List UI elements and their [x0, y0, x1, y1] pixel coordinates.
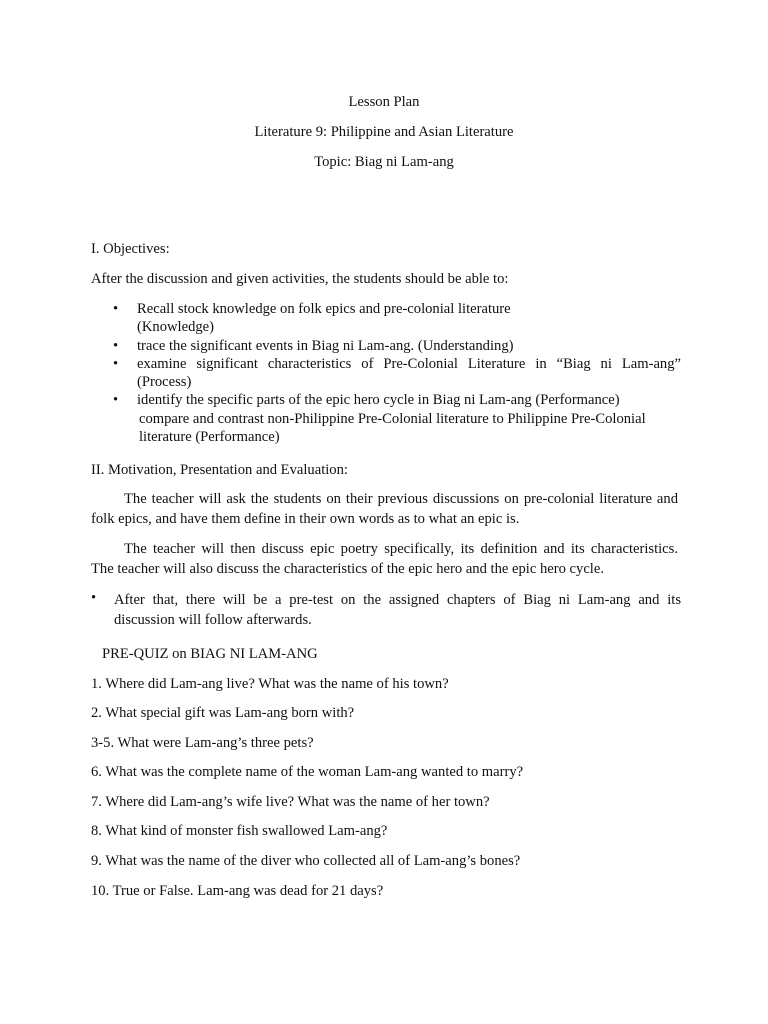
- quiz-heading: PRE-QUIZ on BIAG NI LAM-ANG: [102, 646, 318, 662]
- list-item: • identify the specific parts of the epic hero cycle in Biag ni Lam-ang (Performance) compare and contrast non-Philippine Pre-Colonial literature to Philippine Pre-Colonial literature (Performance): [113, 392, 646, 446]
- document-title: Lesson Plan: [348, 94, 420, 110]
- bullet-icon: •: [113, 392, 119, 409]
- bullet-icon: •: [113, 337, 119, 354]
- motivation-paragraph-1: The teacher will ask the students on their previous discussions on pre-colonial literature and folk epics, and have them define in their own words as to what an epic is.: [91, 491, 678, 527]
- list-item: • examine significant characteristics of Pre-Colonial Literature in “Biag ni Lam-ang” (Process): [113, 355, 681, 391]
- bullet-icon: •: [91, 590, 97, 606]
- bullet-icon: •: [113, 355, 119, 372]
- motivation-paragraph-2: The teacher will then discuss epic poetry specifically, its definition and its characteristics. The teacher will also discuss the characteristics of the epic hero and the epic hero cycle.: [91, 541, 678, 577]
- pretest-bullet: • After that, there will be a pre-test on the assigned chapters of Biag ni Lam-ang and its discussion will follow afterwards.: [91, 590, 681, 628]
- list-item: • trace the significant events in Biag ni Lam-ang. (Understanding): [113, 337, 514, 354]
- objectives-list: [91, 300, 681, 446]
- quiz-question: 10. True or False. Lam-ang was dead for 21 days?: [91, 883, 384, 899]
- quiz-question: 2. What special gift was Lam-ang born with?: [91, 705, 355, 721]
- quiz-question: 6. What was the complete name of the woman Lam-ang wanted to marry?: [91, 764, 524, 780]
- quiz-question: 1. Where did Lam-ang live? What was the name of his town?: [91, 676, 449, 692]
- quiz-question: 3-5. What were Lam-ang’s three pets?: [91, 735, 314, 751]
- bullet-icon: •: [113, 301, 119, 317]
- quiz-question: 8. What kind of monster fish swallowed Lam-ang?: [91, 823, 388, 839]
- quiz-question: 9. What was the name of the diver who collected all of Lam-ang’s bones?: [91, 853, 521, 869]
- objectives-heading: I. Objectives:: [91, 241, 170, 257]
- course-title: Literature 9: Philippine and Asian Literature: [254, 124, 514, 140]
- quiz-question: 7. Where did Lam-ang’s wife live? What was the name of her town?: [91, 794, 490, 810]
- topic-title: Topic: Biag ni Lam-ang: [314, 154, 454, 170]
- objectives-intro: After the discussion and given activities, the students should be able to:: [91, 271, 509, 287]
- motivation-heading: II. Motivation, Presentation and Evaluation:: [91, 462, 348, 478]
- list-item: • Recall stock knowledge on folk epics and pre-colonial literature (Knowledge): [113, 301, 511, 336]
